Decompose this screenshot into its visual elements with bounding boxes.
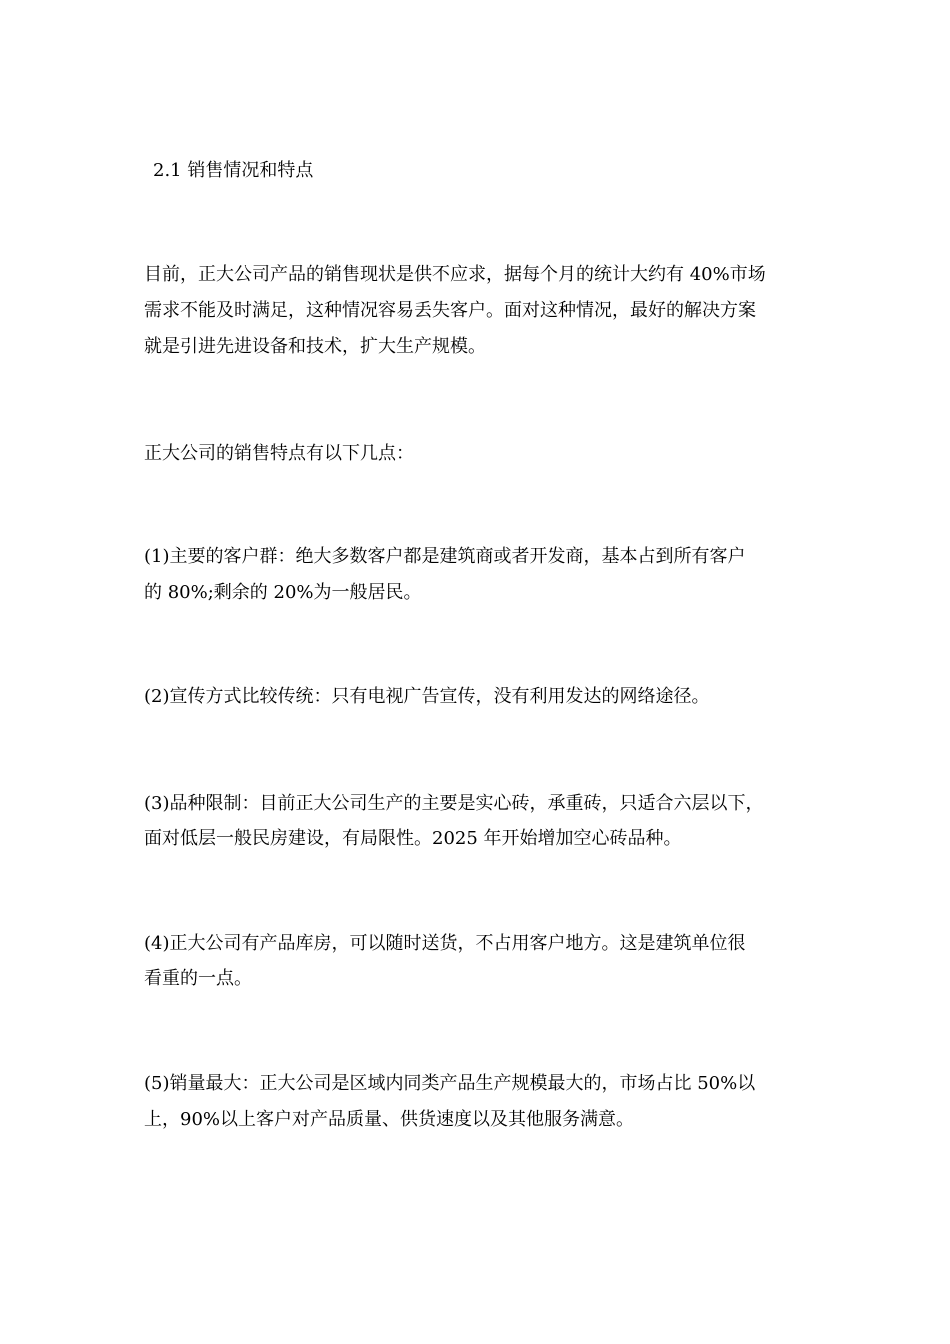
item-1-line-2: 的 80%;剩余的 20%为一般居民。 [144,582,422,603]
item-4-line-2: 看重的一点。 [144,968,252,989]
item-5-line-2: 上，90%以上客户对产品质量、供货速度以及其他服务满意。 [144,1109,635,1130]
item-3-line-1: (3)品种限制：目前正大公司生产的主要是实心砖，承重砖，只适合六层以下， [144,793,764,814]
section-heading: 2.1 销售情况和特点 [153,160,314,181]
item-5-line-1: (5)销量最大：正大公司是区域内同类产品生产规模最大的，市场占比 50%以 [144,1073,756,1094]
item-4-line-1: (4)正大公司有产品库房，可以随时送货，不占用客户地方。这是建筑单位很 [144,933,746,954]
item-3-line-2: 面对低层一般民房建设，有局限性。2025 年开始增加空心砖品种。 [144,828,682,849]
intro-line-2: 需求不能及时满足，这种情况容易丢失客户。面对这种情况，最好的解决方案 [144,300,756,321]
item-2-line-1: (2)宣传方式比较传统：只有电视广告宣传，没有利用发达的网络途径。 [144,686,710,707]
features-intro: 正大公司的销售特点有以下几点： [144,443,414,464]
intro-line-3: 就是引进先进设备和技术，扩大生产规模。 [144,336,486,357]
item-1-line-1: (1)主要的客户群：绝大多数客户都是建筑商或者开发商，基本占到所有客户 [144,546,746,567]
intro-line-1: 目前，正大公司产品的销售现状是供不应求，据每个月的统计大约有 40%市场 [144,264,766,285]
